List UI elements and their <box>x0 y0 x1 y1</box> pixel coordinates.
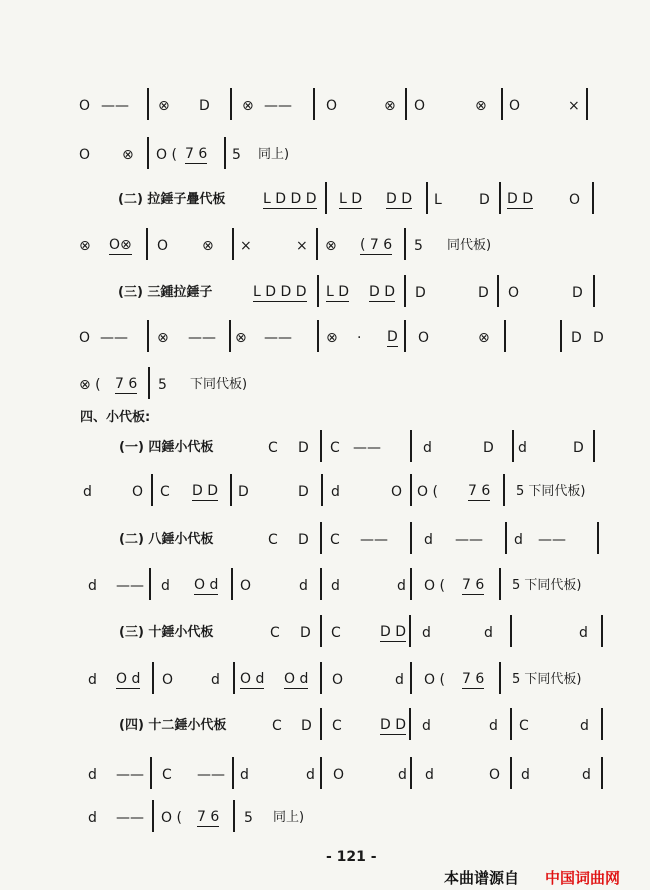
barline <box>499 568 501 600</box>
score-token: 同上) <box>258 147 290 162</box>
score-line <box>0 236 650 260</box>
score-token: 下同代板) <box>190 377 248 392</box>
score-token: —— <box>353 440 381 456</box>
score-token: D <box>301 718 312 734</box>
score-token: ⊗ <box>475 98 487 114</box>
score-token: ⊗ <box>202 238 214 254</box>
barline <box>147 320 149 352</box>
subsection-heading: (四) 十二錘小代板 <box>119 718 227 733</box>
section-heading: 四、小代板: <box>80 410 151 425</box>
score-token: D <box>199 98 210 114</box>
barline <box>232 228 234 260</box>
barline <box>317 275 319 307</box>
score-token: 7 6 <box>468 483 491 499</box>
barline <box>233 800 235 832</box>
score-token: ⊗ <box>478 330 490 346</box>
barline <box>593 275 595 307</box>
score-token: 5 下同代板) <box>516 484 586 499</box>
barline <box>410 430 412 462</box>
barline <box>224 137 226 169</box>
barline <box>232 757 234 789</box>
barline <box>230 474 232 506</box>
score-token: D <box>571 330 582 346</box>
score-token: D D <box>369 284 396 300</box>
subsection-heading: (二) 八錘小代板 <box>119 532 214 547</box>
barline <box>510 708 512 740</box>
score-token: d <box>88 672 97 688</box>
score-token: C <box>331 625 341 641</box>
barline <box>147 137 149 169</box>
score-token: 5 <box>232 147 241 163</box>
score-token: d <box>580 718 589 734</box>
score-token: d <box>331 484 340 500</box>
score-token: —— <box>116 810 144 826</box>
score-token: O⊗ <box>109 237 132 253</box>
score-token: O <box>326 98 338 114</box>
barline <box>512 430 514 462</box>
score-line <box>0 670 650 694</box>
score-token: d <box>306 767 315 783</box>
barline <box>320 568 322 600</box>
score-token: —— <box>100 330 128 346</box>
score-token: O <box>508 285 520 301</box>
score-token: 同代板) <box>447 238 492 253</box>
barline <box>404 320 406 352</box>
barline <box>320 430 322 462</box>
score-token: C <box>162 767 172 783</box>
barline <box>505 522 507 554</box>
score-token: 7 6 <box>462 577 485 593</box>
score-token: —— <box>188 330 216 346</box>
score-token: C <box>272 718 282 734</box>
score-token: × <box>240 238 252 254</box>
barline <box>229 320 231 352</box>
barline <box>597 522 599 554</box>
barline <box>409 615 411 647</box>
score-token: O ( <box>424 578 445 594</box>
barline <box>592 182 594 214</box>
score-token: d <box>422 625 431 641</box>
barline <box>233 662 235 694</box>
score-token: O <box>332 672 344 688</box>
barline <box>410 757 412 789</box>
subsection-heading: (三) 十錘小代板 <box>119 625 214 640</box>
barline <box>313 88 315 120</box>
score-line <box>0 375 650 399</box>
barline <box>325 182 327 214</box>
score-token: · <box>357 330 362 346</box>
score-token: O <box>132 484 144 500</box>
score-token: D <box>298 440 309 456</box>
barline <box>320 522 322 554</box>
score-token: d <box>398 767 407 783</box>
score-token: 7 6 <box>185 146 208 162</box>
score-line <box>0 808 650 832</box>
score-line <box>0 408 650 432</box>
score-token: O <box>79 330 91 346</box>
barline <box>499 662 501 694</box>
score-token: ⊗ <box>326 330 338 346</box>
score-token: 5 <box>414 238 423 254</box>
score-line <box>0 576 650 600</box>
score-token: D <box>300 625 311 641</box>
barline <box>320 615 322 647</box>
barline <box>501 88 503 120</box>
barline <box>317 320 319 352</box>
barline <box>320 708 322 740</box>
barline <box>152 800 154 832</box>
score-token: C <box>519 718 529 734</box>
score-token: C <box>332 718 342 734</box>
score-token: C <box>268 532 278 548</box>
score-token: d <box>425 767 434 783</box>
score-token: ⊗ <box>325 238 337 254</box>
score-token: ⊗ <box>384 98 396 114</box>
score-token: —— <box>116 578 144 594</box>
score-token: C <box>330 532 340 548</box>
barline <box>601 708 603 740</box>
score-token: O <box>240 578 252 594</box>
score-token: d <box>211 672 220 688</box>
barline <box>601 615 603 647</box>
score-token: D <box>298 484 309 500</box>
score-token: —— <box>264 98 292 114</box>
barline <box>147 88 149 120</box>
score-token: ⊗ <box>235 330 247 346</box>
score-token: ⊗ <box>79 238 91 254</box>
score-token: O <box>569 192 581 208</box>
score-token: O <box>157 238 169 254</box>
score-token: ⊗ ( <box>79 377 101 393</box>
score-token: C <box>330 440 340 456</box>
score-token: L D D D <box>253 284 307 300</box>
score-token: 5 <box>244 810 253 826</box>
score-token: d <box>582 767 591 783</box>
barline <box>586 88 588 120</box>
score-token: d <box>331 578 340 594</box>
score-token: 同上) <box>273 810 305 825</box>
score-token: O ( <box>161 810 182 826</box>
score-token: C <box>268 440 278 456</box>
score-token: O <box>162 672 174 688</box>
score-token: —— <box>197 767 225 783</box>
barline <box>146 228 148 260</box>
barline <box>149 568 151 600</box>
score-token: D D <box>507 191 534 207</box>
barline <box>426 182 428 214</box>
page-number: - 121 - <box>326 849 377 865</box>
score-token: L D <box>326 284 350 300</box>
barline <box>510 615 512 647</box>
score-line <box>0 283 650 307</box>
score-token: O d <box>194 577 219 593</box>
barline <box>148 367 150 399</box>
barline <box>320 757 322 789</box>
source-note: 本曲谱源自 <box>444 869 520 887</box>
score-token: d <box>424 532 433 548</box>
score-token: —— <box>116 767 144 783</box>
subsection-heading: (三) 三鍾拉錘子 <box>118 285 213 300</box>
score-line <box>0 482 650 506</box>
score-token: ⊗ <box>158 98 170 114</box>
subsection-heading: (一) 四錘小代板 <box>119 440 214 455</box>
barline <box>410 474 412 506</box>
barline <box>405 88 407 120</box>
score-token: 5 <box>158 377 167 393</box>
score-line <box>0 96 650 120</box>
score-token: L D <box>339 191 363 207</box>
score-token: O <box>391 484 403 500</box>
score-token: d <box>83 484 92 500</box>
score-token: D <box>415 285 426 301</box>
barline <box>499 182 501 214</box>
score-token: d <box>579 625 588 641</box>
score-token: d <box>240 767 249 783</box>
barline <box>593 430 595 462</box>
score-token: D <box>572 285 583 301</box>
score-line <box>0 438 650 462</box>
barline <box>410 662 412 694</box>
score-token: d <box>423 440 432 456</box>
score-token: D D <box>380 717 407 733</box>
score-token: ⊗ <box>157 330 169 346</box>
barline <box>230 88 232 120</box>
score-token: D <box>298 532 309 548</box>
score-line <box>0 530 650 554</box>
score-token: —— <box>264 330 292 346</box>
score-token: O d <box>284 671 309 687</box>
score-token: ⊗ <box>242 98 254 114</box>
score-token: O <box>79 98 91 114</box>
score-token: 7 6 <box>462 671 485 687</box>
score-token: D <box>483 440 494 456</box>
score-line <box>0 765 650 789</box>
score-token: O <box>489 767 501 783</box>
score-token: D <box>479 192 490 208</box>
score-token: × <box>296 238 308 254</box>
barline <box>404 228 406 260</box>
score-token: D <box>478 285 489 301</box>
score-token: d <box>299 578 308 594</box>
barline <box>152 662 154 694</box>
score-token: d <box>484 625 493 641</box>
score-token: —— <box>101 98 129 114</box>
barline <box>503 474 505 506</box>
score-token: O d <box>116 671 141 687</box>
barline <box>410 522 412 554</box>
score-token: d <box>422 718 431 734</box>
score-token: O <box>79 147 91 163</box>
score-token: × <box>568 98 580 114</box>
barline <box>409 708 411 740</box>
score-token: O d <box>240 671 265 687</box>
barline <box>601 757 603 789</box>
barline <box>410 568 412 600</box>
score-token: 5 下同代板) <box>512 578 582 593</box>
barline <box>231 568 233 600</box>
score-token: C <box>160 484 170 500</box>
score-token: D <box>593 330 604 346</box>
site-watermark: 中国词曲网 <box>545 869 621 887</box>
score-token: D <box>387 329 398 345</box>
score-token: d <box>395 672 404 688</box>
subsection-heading: (二) 拉錘子疊代板 <box>118 192 226 207</box>
barline <box>560 320 562 352</box>
barline <box>320 662 322 694</box>
score-token: ( 7 6 <box>360 237 393 253</box>
score-line <box>0 190 650 214</box>
barline <box>504 320 506 352</box>
score-token: D <box>238 484 249 500</box>
score-token: 7 6 <box>115 376 138 392</box>
score-line <box>0 716 650 740</box>
score-token: d <box>88 578 97 594</box>
score-token: O <box>509 98 521 114</box>
barline <box>150 757 152 789</box>
score-token: d <box>161 578 170 594</box>
score-line <box>0 623 650 647</box>
score-token: d <box>88 767 97 783</box>
score-token: —— <box>360 532 388 548</box>
score-token: 5 下同代板) <box>512 672 582 687</box>
score-line <box>0 145 650 169</box>
score-token: D D <box>380 624 407 640</box>
score-token: d <box>489 718 498 734</box>
score-token: D <box>573 440 584 456</box>
score-token: L <box>434 192 442 208</box>
barline <box>316 228 318 260</box>
barline <box>497 275 499 307</box>
score-token: d <box>514 532 523 548</box>
barline <box>151 474 153 506</box>
score-token: C <box>270 625 280 641</box>
score-token: 7 6 <box>197 809 220 825</box>
barline <box>510 757 512 789</box>
score-token: L D D D <box>263 191 317 207</box>
score-token: O ( <box>424 672 445 688</box>
score-token: D D <box>386 191 413 207</box>
barline <box>321 474 323 506</box>
score-token: d <box>521 767 530 783</box>
score-token: —— <box>538 532 566 548</box>
score-token: —— <box>455 532 483 548</box>
score-line <box>0 328 650 352</box>
score-token: O <box>414 98 426 114</box>
score-token: O <box>418 330 430 346</box>
score-token: D D <box>192 483 219 499</box>
barline <box>404 275 406 307</box>
score-token: d <box>88 810 97 826</box>
score-token: O ( <box>417 484 438 500</box>
score-token: d <box>518 440 527 456</box>
score-token: ⊗ <box>122 147 134 163</box>
score-token: O ( <box>156 147 177 163</box>
score-token: d <box>397 578 406 594</box>
score-token: O <box>333 767 345 783</box>
